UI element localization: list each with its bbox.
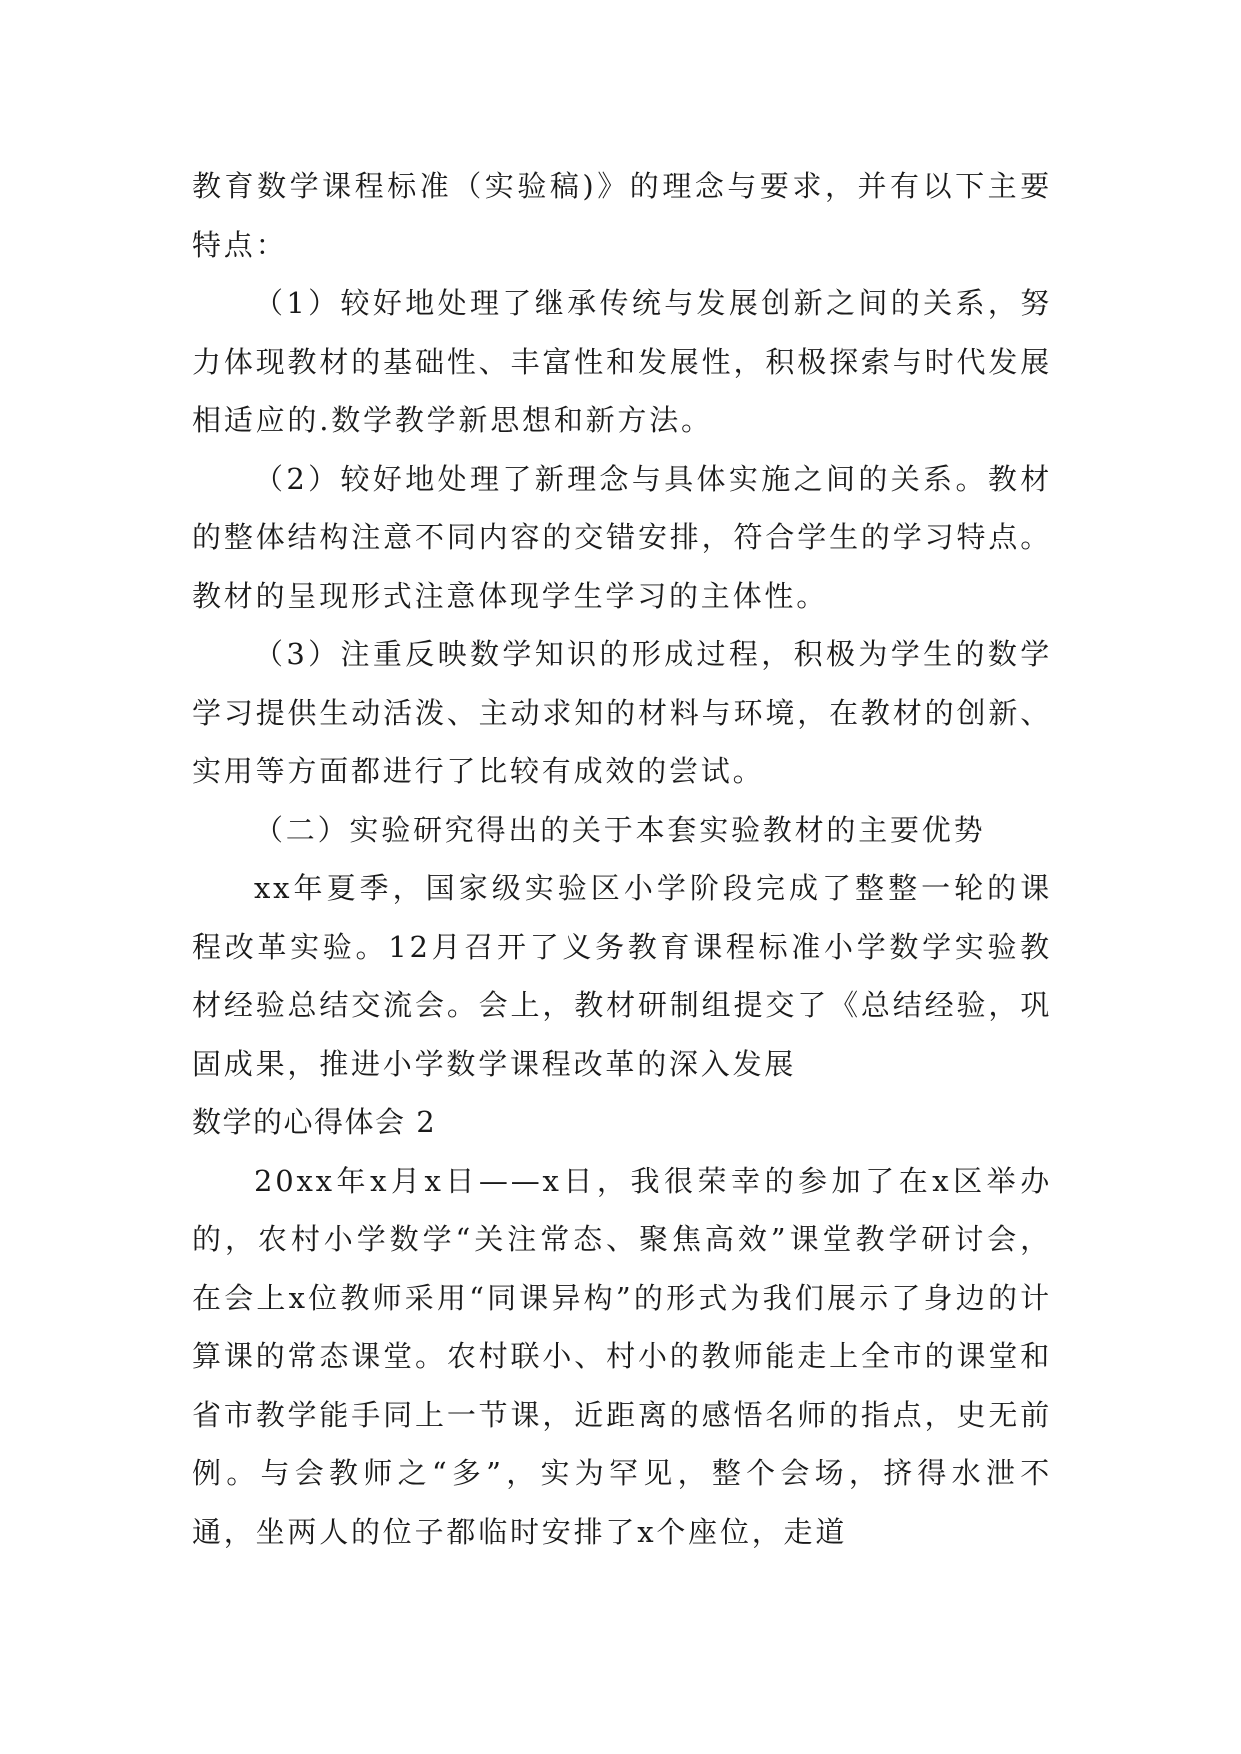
paragraph-intro: 教育数学课程标准（实验稿)》的理念与要求，并有以下主要特点： bbox=[192, 169, 1052, 262]
paragraph-point-1: （1）较好地处理了继承传统与发展创新之间的关系，努力体现教材的基础性、丰富性和发展性，积极探索与时代发展相适应的.数学教学新思想和新方法。 bbox=[192, 286, 1052, 437]
document-body bbox=[192, 157, 1052, 1561]
section-title: 数学的心得体会 2 bbox=[192, 1105, 437, 1139]
paragraph-subheading: （二）实验研究得出的关于本套实验教材的主要优势 bbox=[254, 812, 986, 847]
paragraph-point-2: （2）较好地处理了新理念与具体实施之间的关系。教材的整体结构注意不同内容的交错安排，符合学生的学习特点。教材的呈现形式注意体现学生学习的主体性。 bbox=[192, 461, 1052, 613]
paragraph-point-3: （3）注重反映数学知识的形成过程，积极为学生的数学学习提供生动活泼、主动求知的材料与环境，在教材的创新、实用等方面都进行了比较有成效的尝试。 bbox=[192, 637, 1052, 788]
paragraph-section-body: 20xx年x月x日——x日，我很荣幸的参加了在x区举办的，农村小学数学“关注常态、聚焦高效”课堂教学研讨会，在会上x位教师采用“同课异构”的形式为我们展示了身边的计算课的常态课堂。农村联小、村小的教师能走上全市的课堂和省市教学能手同上一节课，近距离的感悟名师的指点，史无前例。与会教师之“多”，实为罕见，整个会场，挤得水泄不通，坐两人的位子都临时安排了x个座位，走道 bbox=[192, 1163, 1052, 1549]
paragraph-summary: xx年夏季，国家级实验区小学阶段完成了整整一轮的课程改革实验。12月召开了义务教育课程标准小学数学实验教材经验总结交流会。会上，教材研制组提交了《总结经验，巩固成果，推进小学数学课程改革的深入发展 bbox=[192, 871, 1052, 1081]
